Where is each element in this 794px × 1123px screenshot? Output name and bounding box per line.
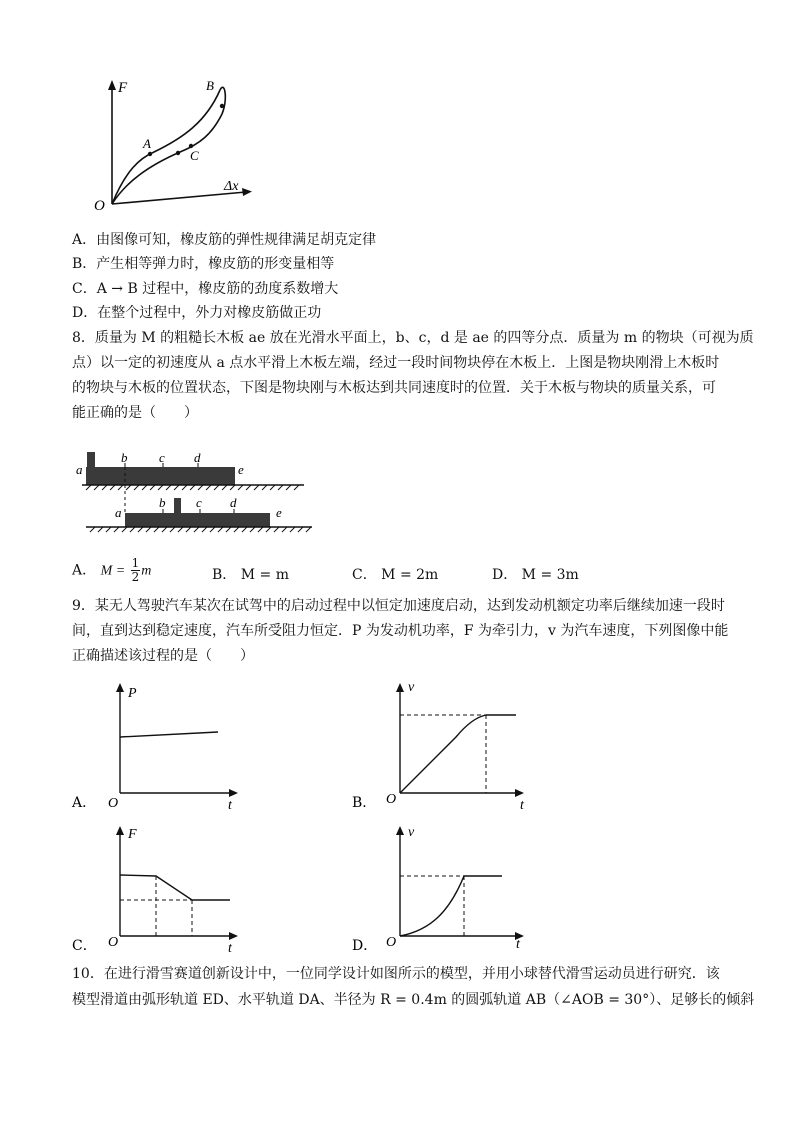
graph-c-x-label: t (228, 941, 232, 956)
q8-option-b: B． M = m (212, 567, 289, 583)
fraction-one-half (131, 557, 141, 584)
board-block-figure (72, 446, 322, 536)
loading-curve (112, 90, 220, 204)
point-c (176, 151, 180, 155)
graph-b-x-label: t (520, 798, 524, 813)
graph-b-origin: O (386, 792, 397, 807)
point-b2 (220, 104, 224, 108)
graph-a-x-arrow-icon (229, 789, 238, 797)
q8-text-3: 的物块与木板的位置状态，下图是物块刚与木板达到共同速度时的位置．关于木板与物块的质量关系，可 (72, 380, 716, 396)
graph-b-option-label: B． (352, 795, 377, 811)
q8-option-a-lhs: M = (100, 563, 126, 579)
graph-a-x-label: t (228, 798, 232, 813)
graph-d-option-label: D． (352, 938, 378, 954)
label-e-bottom: e (276, 505, 282, 520)
ground-hatch-top (86, 485, 299, 490)
ground-hatch-bottom (90, 527, 311, 532)
q7-option-b: B．产生相等弹力时，橡皮筋的形变量相等 (72, 256, 335, 272)
x-axis-arrow-icon (242, 188, 252, 196)
graph-c-f-t (72, 818, 252, 958)
unloading-curve (112, 87, 225, 204)
f-deltax-graph (88, 72, 258, 222)
graph-d-x-label: t (516, 937, 520, 952)
q8-option-d: D． M = 3m (492, 567, 579, 583)
graph-c-option-label: C． (72, 938, 97, 954)
graph-b-y-arrow-icon (396, 683, 404, 692)
graph-b-x-arrow-icon (515, 789, 524, 797)
label-e-top: e (238, 462, 244, 477)
graph-d-origin: O (386, 935, 397, 950)
y-axis-arrow-icon (108, 80, 116, 90)
graph-a-curve (120, 732, 218, 737)
point-b-label: B (206, 78, 214, 93)
graph-a-y-label: P (128, 686, 137, 701)
label-a-bottom: a (115, 505, 122, 520)
graph-b-y-label: v (408, 680, 415, 695)
point-a (148, 152, 152, 156)
q10-text-2: 模型滑道由弧形轨道 ED、水平轨道 DA、半径为 R = 0.4m 的圆弧轨道 AB（∠AOB = 30°）、足够长的倾斜 (72, 992, 755, 1008)
q9-text-2: 间，直到达到稳定速度，汽车所受阻力恒定．P 为发动机功率，F 为牵引力，v 为汽车速度，下列图像中能 (72, 623, 729, 639)
graph-c-curve (120, 875, 230, 900)
label-c-bottom: c (196, 495, 202, 510)
graph-d-curve (400, 876, 502, 936)
label-d-top: d (194, 450, 201, 465)
graph-a-p-t (72, 675, 252, 815)
graph-b-curve (400, 715, 516, 793)
q8-text-4: 能正确的是（ ） (72, 405, 198, 421)
q7-option-d: D．在整个过程中，外力对橡皮筋做正功 (72, 305, 322, 321)
graph-c-origin: O (108, 935, 119, 950)
graph-a-y-arrow-icon (116, 683, 124, 692)
q8-text-1: 8．质量为 M 的粗糙长木板 ae 放在光滑水平面上，b、c，d 是 ae 的四等分点．质量为 m 的物块（可视为质 (72, 330, 754, 346)
fraction-denominator: 2 (131, 570, 140, 584)
q10-text-1: 10．在进行滑雪赛道创新设计中，一位同学设计如图所示的模型，并用小球替代滑雪运动员进行研究．该 (72, 966, 720, 982)
q7-option-c: C．A → B 过程中，橡皮筋的劲度系数增大 (72, 281, 339, 297)
fraction-numerator: 1 (131, 556, 140, 570)
q9-text-1: 9．某无人驾驶汽车某次在试驾中的启动过程中以恒定加速度启动，达到发动机额定功率后继续加速一段时 (72, 598, 725, 614)
label-b-top: b (121, 450, 128, 465)
q9-text-3: 正确描述该过程的是（ ） (72, 648, 254, 664)
q8-option-a-prefix: A． (72, 562, 97, 579)
origin-label: O (94, 198, 105, 214)
label-b-bottom: b (159, 495, 166, 510)
graph-c-x-arrow-icon (229, 932, 238, 940)
graph-a-origin: O (108, 796, 119, 811)
point-a-label: A (143, 136, 151, 151)
graph-d-y-arrow-icon (396, 826, 404, 835)
graph-c-y-label: F (128, 827, 137, 842)
block-bottom (174, 498, 181, 514)
q7-option-a: A．由图像可知，橡皮筋的弹性规律满足胡克定律 (72, 232, 377, 248)
label-d-bottom: d (230, 495, 237, 510)
q8-option-a (72, 557, 151, 584)
label-a-top: a (76, 462, 83, 477)
block-top (87, 452, 95, 468)
x-axis-label: Δx (224, 179, 239, 194)
label-c-top: c (159, 450, 165, 465)
q8-text-2: 点）以一定的初速度从 a 点水平滑上木板左端，经过一段时间物块停在木板上．上图是物块刚滑上木板时 (72, 355, 720, 371)
board-bottom (125, 513, 270, 527)
graph-a-option-label: A． (72, 795, 97, 811)
point-c-label: C (190, 148, 199, 163)
q8-option-a-suffix: m (141, 563, 152, 579)
y-axis-label: F (118, 80, 128, 96)
graph-d-y-label: v (408, 825, 415, 840)
graph-b-v-t (352, 675, 532, 815)
graph-c-y-arrow-icon (116, 826, 124, 835)
q8-option-c: C． M = 2m (352, 567, 439, 583)
graph-d-v-t (352, 818, 532, 958)
board-top (86, 467, 235, 485)
